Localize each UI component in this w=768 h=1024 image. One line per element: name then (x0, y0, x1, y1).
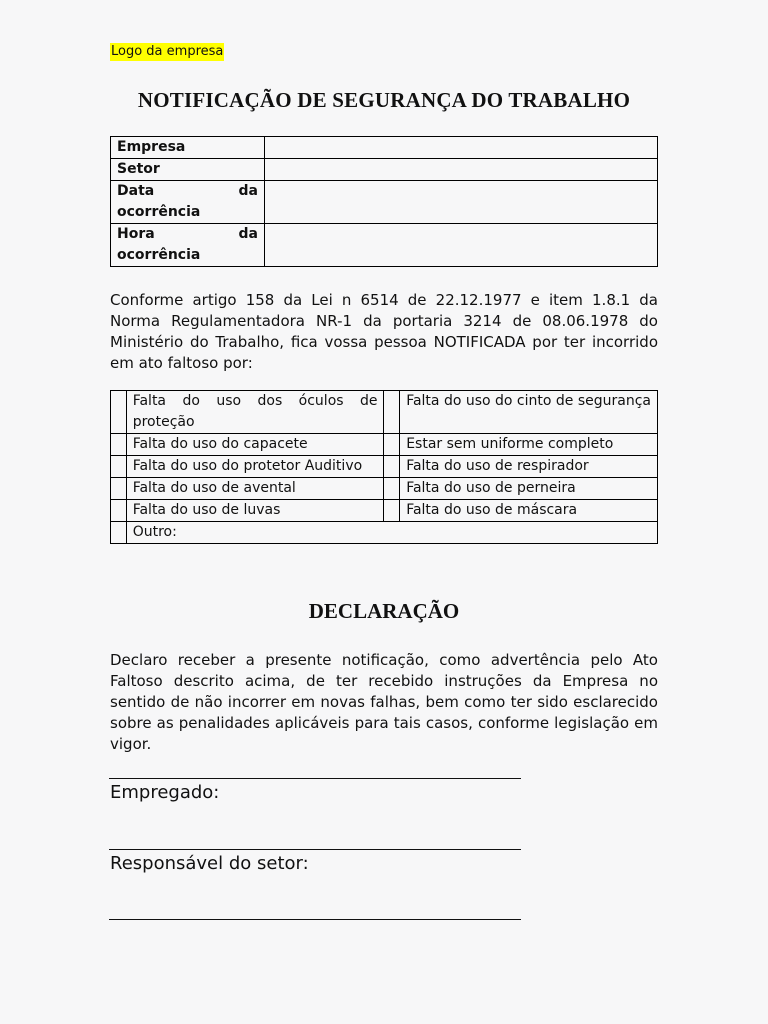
infractions-table (110, 390, 658, 544)
declaration-title: DECLARAÇÃO (308, 599, 460, 623)
document-title: NOTIFICAÇÃO DE SEGURANÇA DO TRABALHO (137, 88, 631, 112)
checkbox-outro[interactable] (111, 522, 127, 544)
signature-label-responsavel: Responsável do setor: (110, 853, 309, 874)
signature-label-empregado: Empregado: (110, 782, 220, 803)
field-data-ocorrencia[interactable] (265, 181, 658, 224)
checkbox-cinto[interactable] (384, 391, 400, 434)
item-luvas: Falta do uso de luvas (126, 500, 384, 522)
checkbox-luvas[interactable] (111, 500, 127, 522)
checkbox-avental[interactable] (111, 478, 127, 500)
item-capacete: Falta do uso do capacete (126, 434, 384, 456)
infraction-row (111, 434, 658, 456)
field-hora-ocorrencia[interactable] (265, 224, 658, 267)
label-hora-da: da (238, 226, 258, 242)
info-row-data (111, 181, 658, 224)
checkbox-mascara[interactable] (384, 500, 400, 522)
info-row-empresa (111, 137, 658, 159)
label-data-da: da (238, 183, 258, 199)
label-data-ocorrencia (111, 181, 265, 224)
infraction-row (111, 500, 658, 522)
item-uniforme: Estar sem uniforme completo (400, 434, 658, 456)
label-empresa: Empresa (111, 137, 265, 159)
checkbox-protetor[interactable] (111, 456, 127, 478)
checkbox-perneira[interactable] (384, 478, 400, 500)
item-outro[interactable]: Outro: (126, 522, 657, 544)
infraction-row (111, 391, 658, 434)
notification-paragraph: Conforme artigo 158 da Lei n 6514 de 22.12.1977 e item 1.8.1 da Norma Regulamentadora NR-1 da portaria 3214 de 08.06.1978 do Ministério do Trabalho, fica vossa pessoa NOTIFICADA por ter incorrido em ato faltoso por: (110, 291, 658, 372)
field-empresa[interactable] (265, 137, 658, 159)
infraction-row-outro (111, 522, 658, 544)
checkbox-capacete[interactable] (111, 434, 127, 456)
signature-line-empregado[interactable] (109, 778, 521, 779)
field-setor[interactable] (265, 159, 658, 181)
item-cinto: Falta do uso do cinto de segurança (400, 391, 658, 434)
checkbox-oculos[interactable] (111, 391, 127, 434)
signature-line-responsavel[interactable] (109, 849, 521, 850)
item-oculos: Falta do uso dos óculos de proteção (126, 391, 384, 434)
item-protetor: Falta do uso do protetor Auditivo (126, 456, 384, 478)
label-setor: Setor (111, 159, 265, 181)
infraction-row (111, 456, 658, 478)
label-data-word: Data (117, 183, 155, 199)
info-row-hora (111, 224, 658, 267)
checkbox-respirador[interactable] (384, 456, 400, 478)
info-table (110, 136, 658, 267)
checkbox-uniforme[interactable] (384, 434, 400, 456)
item-perneira: Falta do uso de perneira (400, 478, 658, 500)
item-respirador: Falta do uso de respirador (400, 456, 658, 478)
infraction-row (111, 478, 658, 500)
declaration-paragraph: Declaro receber a presente notificação, como advertência pelo Ato Faltoso descrito acima, de ter recebido instruções da Empresa no sentido de não incorrer em novas falhas, bem como ter sido esclarecido sobre as penalidades aplicáveis para tais casos, conforme legislação em vigor. (110, 651, 658, 753)
signature-line-extra[interactable] (109, 919, 521, 920)
item-mascara: Falta do uso de máscara (400, 500, 658, 522)
label-hora-ocorrencia-word: ocorrência (117, 247, 201, 263)
label-hora-word: Hora (117, 226, 155, 242)
label-data-ocorrencia-word: ocorrência (117, 204, 201, 220)
label-hora-ocorrencia (111, 224, 265, 267)
item-avental: Falta do uso de avental (126, 478, 384, 500)
info-row-setor (111, 159, 658, 181)
logo-placeholder: Logo da empresa (111, 44, 224, 59)
